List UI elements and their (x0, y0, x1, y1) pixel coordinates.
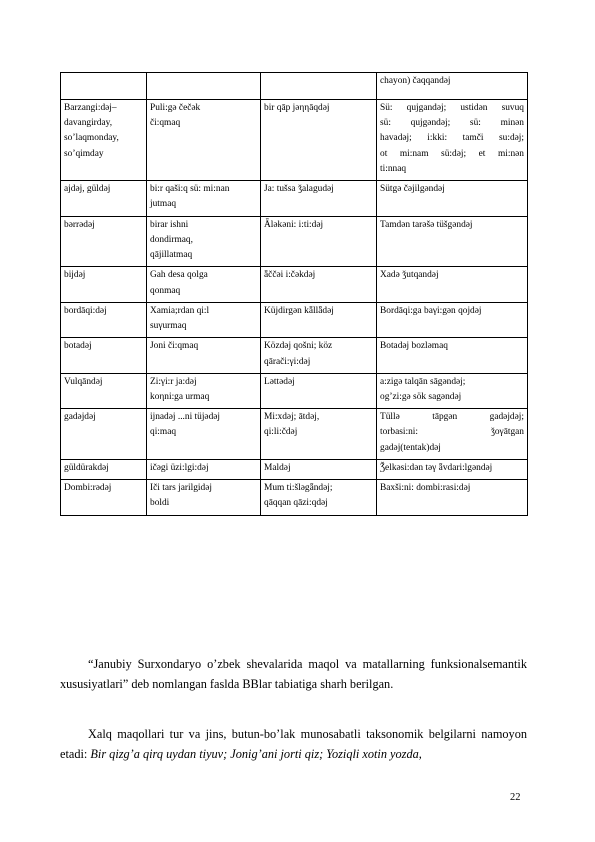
table-cell (61, 216, 147, 267)
cell-text: Mum ti:šlǝgǟndǝj; (264, 483, 333, 494)
table-cell (61, 480, 147, 515)
cell-text: a:zigǝ talqān sāgǝndǝj; (380, 376, 466, 387)
table-row (61, 338, 528, 373)
cell-text: chayon) čaqqandǝj (380, 76, 451, 86)
cell-text: havadǝj; i:kki: tamči su:dǝj; (380, 133, 524, 144)
cell-text: birar ishni (150, 219, 189, 230)
table-row (61, 216, 528, 267)
cell-text: bǝrrǝdǝj (64, 219, 95, 230)
cell-text: suγurmaq (150, 321, 187, 332)
cell-text: Ǟlǝkǝni: i:ti:dǝj (264, 219, 324, 230)
table-cell (377, 181, 528, 216)
cell-text: qārači:γi:dǝj (264, 356, 311, 367)
cell-text: gadǝjdǝj (64, 412, 96, 423)
table-cell (261, 459, 377, 479)
cell-text: dondirmaq, (150, 234, 193, 245)
cell-text: jutmaq (150, 199, 177, 210)
table-row (61, 73, 528, 100)
cell-text: Baxši:ni: dombi:rasi:dǝj (380, 483, 471, 494)
cell-text: bijdǝj (64, 270, 86, 281)
cell-text: qi:maq (150, 427, 177, 438)
cell-text: ti:nnaq (380, 163, 407, 174)
table-cell (261, 100, 377, 181)
cell-text: Xamia;rdan qi:l (150, 305, 210, 316)
paragraph-proverbs-taxonomy (60, 724, 527, 764)
table-cell (61, 373, 147, 408)
cell-text: Mi:xdǝj; ātdǝj, (264, 412, 320, 423)
table-cell (261, 216, 377, 267)
cell-text: Iči tars jarilgidǝj (150, 483, 212, 494)
table-row (61, 409, 528, 460)
table-cell (377, 338, 528, 373)
table-row (61, 302, 528, 337)
table-cell (377, 459, 528, 479)
table-row (61, 480, 528, 515)
cell-text: qonmaq (150, 285, 181, 296)
cell-text: Tamdǝn tarǝšǝ tüšgǝndǝj (380, 219, 473, 230)
cell-text: Sütgǝ čǝjilgǝndǝj (380, 184, 445, 195)
table-cell (61, 338, 147, 373)
cell-text: qi:li:čdǝj (264, 427, 298, 438)
table-cell (261, 338, 377, 373)
table-cell (261, 302, 377, 337)
table-cell (261, 181, 377, 216)
table-cell (377, 73, 528, 100)
cell-text: bi:r qaši:q sü: mi:nan (150, 184, 230, 195)
table-cell (377, 409, 528, 460)
table-cell (147, 100, 261, 181)
cell-text: gadǝj(tentak)dǝj (380, 442, 441, 453)
table-cell (61, 409, 147, 460)
cell-text: Küjdirgǝn kǟllǟdǝj (264, 305, 334, 316)
cell-text: qāqqan qāzi:qdǝj (264, 498, 328, 509)
table-cell (377, 373, 528, 408)
table-cell (377, 267, 528, 302)
table-row (61, 100, 528, 181)
cell-text: Maldǝj (264, 462, 291, 473)
paragraph-text: Xalq maqollari tur va jins, butun-bo’lak munosabatli taksonomik belgilarni namoyon etadi: (60, 727, 527, 762)
cell-text: güldürakdǝj (64, 462, 109, 473)
cell-text: Ja: tušsa ǯalagudǝj (264, 184, 334, 195)
cell-text: sü: qujgǝndǝj; sü: minǝn (380, 118, 524, 129)
cell-text: Tüllǝ tāpgǝn gadǝjdǝj; (380, 412, 524, 423)
cell-text: ijnadǝj ...ni tüjǝdǝj (150, 412, 221, 423)
table-cell (61, 73, 147, 100)
cell-text: ǟččǝi i:čǝkdǝj (264, 270, 316, 281)
table-cell (261, 73, 377, 100)
cell-text: či:qmaq (150, 118, 181, 129)
table-cell (61, 302, 147, 337)
cell-text: Sü: qujgandǝj; ustidǝn suvuq (380, 103, 524, 113)
cell-text: Botadǝj bozlǝmaq (380, 341, 448, 352)
table-cell (61, 459, 147, 479)
table-cell (147, 459, 261, 479)
cell-text: bir qāp jǝηηāqdǝj (264, 103, 330, 113)
cell-text: Barzangi:dǝj– (64, 103, 117, 113)
cell-text: botadǝj (64, 341, 92, 352)
table-cell (147, 181, 261, 216)
cell-text: so’qimday (64, 148, 104, 159)
paragraph-section-description: “Janubiy Surxondaryo o’zbek shevalarida maqol va matallarning funksionalsemantik xususiyatlari” deb nomlangan faslda BBlar tabiatiga sharh berilgan. (60, 657, 527, 692)
table-cell (147, 373, 261, 408)
cell-text: boldi (150, 498, 170, 509)
table-cell (61, 181, 147, 216)
cell-text: davangirday, (64, 118, 113, 129)
cell-text: Puli:gǝ čečǝk (150, 103, 201, 113)
table-cell (147, 480, 261, 515)
cell-text: koηni:ga urmaq (150, 391, 210, 402)
cell-text: bordāqi:dǝj (64, 305, 107, 316)
table-cell (147, 338, 261, 373)
table-cell (377, 480, 528, 515)
cell-text: Joni či:qmaq (150, 341, 199, 352)
table-row (61, 267, 528, 302)
cell-text: Xadǝ ǯutqandǝj (380, 270, 439, 281)
cell-text: so’laqmonday, (64, 133, 119, 144)
table-cell (147, 73, 261, 100)
table-cell (377, 302, 528, 337)
cell-text: Gah desa qolga (150, 270, 208, 281)
table-cell (261, 267, 377, 302)
cell-text: og’zi:gǝ sök sagǝndǝj (380, 391, 462, 402)
cell-text: Ǯelkǝsi:dǝn tǝγ ǟvdari:lgǝndǝj (380, 462, 493, 473)
proverb-examples: Bir qizg’a qirq uydan tiyuv; Jonig’ani jorti qiz; Yoziqli xotin yozda, (90, 747, 422, 762)
cell-text: Vulqāndǝj (64, 376, 103, 387)
cell-text: ajdǝj, güldǝj (64, 184, 111, 195)
table-row (61, 373, 528, 408)
table-cell (147, 267, 261, 302)
lexical-comparison-table (60, 72, 528, 516)
table-cell (377, 216, 528, 267)
table-cell (261, 409, 377, 460)
cell-text: torbasi:ni: ǯoγātgan (380, 427, 524, 438)
table-cell (61, 267, 147, 302)
page-number: 22 (510, 792, 521, 803)
cell-text: Közdǝj qošni; köz (264, 341, 333, 352)
table-row (61, 181, 528, 216)
table-cell (261, 480, 377, 515)
table-cell (377, 100, 528, 181)
cell-text: Bordāqi:ga baγi:gǝn qojdǝj (380, 305, 482, 316)
table-cell (147, 302, 261, 337)
cell-text: ot mi:nam sü:dǝj; et mi:nǝn (380, 148, 524, 159)
cell-text: Lǝttǝdǝj (264, 376, 295, 387)
cell-text: ičǝgi üzi:lgi:dǝj (150, 462, 209, 473)
cell-text: Zi:γi:r ja:dǝj (150, 376, 197, 387)
table-cell (147, 409, 261, 460)
table-row (61, 459, 528, 479)
table-cell (261, 373, 377, 408)
table-cell (147, 216, 261, 267)
cell-text: Dombi:rǝdǝj (64, 483, 112, 494)
table-cell (61, 100, 147, 181)
cell-text: qājillatmaq (150, 250, 193, 261)
